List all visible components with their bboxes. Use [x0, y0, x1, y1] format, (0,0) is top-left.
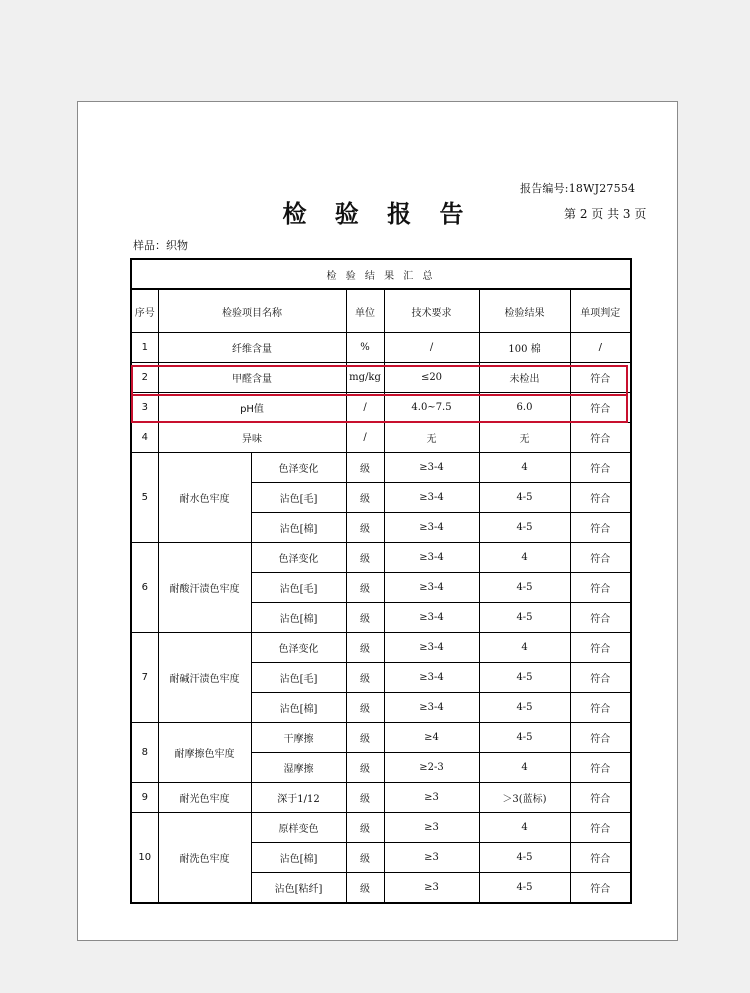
table-caption-row	[131, 259, 631, 289]
cell-result: 4	[479, 453, 570, 483]
cell-item: 甲醛含量	[158, 363, 346, 393]
cell-seq: 2	[131, 363, 158, 393]
sample-label: 样品：织物	[133, 239, 188, 252]
cell-judgement: 符合	[570, 633, 631, 663]
cell-seq: 10	[131, 813, 158, 904]
cell-judgement: 符合	[570, 603, 631, 633]
cell-requirement: /	[384, 333, 479, 363]
table-caption: 检 验 结 果 汇 总	[131, 259, 631, 289]
table-row	[131, 723, 631, 753]
table-row	[131, 783, 631, 813]
cell-unit: /	[346, 393, 384, 423]
cell-judgement: 符合	[570, 483, 631, 513]
cell-seq: 6	[131, 543, 158, 633]
header-item: 检验项目名称	[158, 289, 346, 333]
cell-result: 4-5	[479, 843, 570, 873]
cell-judgement: 符合	[570, 453, 631, 483]
cell-requirement: 无	[384, 423, 479, 453]
cell-result: 未检出	[479, 363, 570, 393]
cell-item: 耐光色牢度	[158, 783, 251, 813]
cell-subitem: 色泽变化	[251, 543, 346, 573]
cell-requirement: ≥4	[384, 723, 479, 753]
cell-requirement: ≤20	[384, 363, 479, 393]
cell-unit: 级	[346, 663, 384, 693]
cell-result: 4-5	[479, 693, 570, 723]
cell-unit: %	[346, 333, 384, 363]
cell-requirement: 4.0~7.5	[384, 393, 479, 423]
table-header-row	[131, 289, 631, 333]
cell-requirement: ≥3	[384, 783, 479, 813]
cell-result: 4-5	[479, 573, 570, 603]
cell-unit: 级	[346, 573, 384, 603]
cell-item: 耐洗色牢度	[158, 813, 251, 904]
table-row	[131, 813, 631, 843]
cell-judgement: 符合	[570, 813, 631, 843]
cell-seq: 4	[131, 423, 158, 453]
cell-result: 4-5	[479, 873, 570, 904]
cell-subitem: 沾色[粘纤]	[251, 873, 346, 904]
cell-unit: 级	[346, 723, 384, 753]
cell-result: 4-5	[479, 663, 570, 693]
cell-subitem: 湿摩擦	[251, 753, 346, 783]
cell-judgement: 符合	[570, 513, 631, 543]
cell-unit: mg/kg	[346, 363, 384, 393]
cell-unit: 级	[346, 543, 384, 573]
cell-seq: 9	[131, 783, 158, 813]
header-judgement: 单项判定	[570, 289, 631, 333]
cell-result: 6.0	[479, 393, 570, 423]
cell-requirement: ≥3-4	[384, 633, 479, 663]
report-number: 报告编号:18WJ27554	[520, 182, 636, 195]
table-row	[131, 363, 631, 393]
cell-unit: 级	[346, 483, 384, 513]
cell-judgement: 符合	[570, 753, 631, 783]
cell-requirement: ≥3	[384, 873, 479, 904]
cell-judgement: 符合	[570, 693, 631, 723]
table-row	[131, 633, 631, 663]
cell-subitem: 原样变色	[251, 813, 346, 843]
cell-seq: 1	[131, 333, 158, 363]
cell-result: 无	[479, 423, 570, 453]
table-row	[131, 543, 631, 573]
cell-unit: 级	[346, 813, 384, 843]
cell-unit: 级	[346, 843, 384, 873]
header-requirement: 技术要求	[384, 289, 479, 333]
header-unit: 单位	[346, 289, 384, 333]
cell-judgement: 符合	[570, 543, 631, 573]
cell-result: 4-5	[479, 603, 570, 633]
cell-judgement: 符合	[570, 873, 631, 904]
page-count: 第 2 页 共 3 页	[564, 207, 647, 221]
cell-item: 耐碱汗渍色牢度	[158, 633, 251, 723]
cell-subitem: 深于1/12	[251, 783, 346, 813]
cell-subitem: 沾色[棉]	[251, 843, 346, 873]
cell-unit: /	[346, 423, 384, 453]
cell-result: 4	[479, 543, 570, 573]
table-row	[131, 333, 631, 363]
cell-seq: 5	[131, 453, 158, 543]
cell-item: 耐酸汗渍色牢度	[158, 543, 251, 633]
cell-result: 4-5	[479, 483, 570, 513]
cell-subitem: 沾色[棉]	[251, 513, 346, 543]
report-page	[77, 101, 678, 941]
cell-subitem: 沾色[棉]	[251, 603, 346, 633]
cell-unit: 级	[346, 453, 384, 483]
cell-unit: 级	[346, 513, 384, 543]
results-table	[130, 258, 632, 904]
cell-requirement: ≥3-4	[384, 603, 479, 633]
cell-judgement: 符合	[570, 663, 631, 693]
cell-unit: 级	[346, 633, 384, 663]
cell-seq: 3	[131, 393, 158, 423]
cell-subitem: 色泽变化	[251, 633, 346, 663]
cell-judgement: 符合	[570, 363, 631, 393]
cell-requirement: ≥3-4	[384, 693, 479, 723]
cell-result: 4	[479, 813, 570, 843]
cell-subitem: 沾色[毛]	[251, 483, 346, 513]
cell-judgement: 符合	[570, 423, 631, 453]
cell-requirement: ≥3	[384, 843, 479, 873]
cell-judgement: 符合	[570, 723, 631, 753]
cell-requirement: ≥3-4	[384, 453, 479, 483]
cell-requirement: ≥2-3	[384, 753, 479, 783]
cell-subitem: 沾色[棉]	[251, 693, 346, 723]
cell-subitem: 色泽变化	[251, 453, 346, 483]
cell-requirement: ≥3-4	[384, 663, 479, 693]
table-row	[131, 393, 631, 423]
cell-judgement: 符合	[570, 393, 631, 423]
cell-subitem: 沾色[毛]	[251, 663, 346, 693]
table-row	[131, 423, 631, 453]
cell-unit: 级	[346, 693, 384, 723]
cell-requirement: ≥3-4	[384, 513, 479, 543]
cell-unit: 级	[346, 873, 384, 904]
cell-unit: 级	[346, 783, 384, 813]
header-result: 检验结果	[479, 289, 570, 333]
cell-item: 耐水色牢度	[158, 453, 251, 543]
cell-result: 4-5	[479, 723, 570, 753]
cell-result: 4	[479, 753, 570, 783]
table-row	[131, 453, 631, 483]
cell-result: ＞3(蓝标)	[479, 783, 570, 813]
cell-judgement: 符合	[570, 783, 631, 813]
cell-result: 4-5	[479, 513, 570, 543]
cell-item: 耐摩擦色牢度	[158, 723, 251, 783]
cell-unit: 级	[346, 603, 384, 633]
cell-seq: 8	[131, 723, 158, 783]
cell-judgement: /	[570, 333, 631, 363]
cell-item: 纤维含量	[158, 333, 346, 363]
cell-subitem: 干摩擦	[251, 723, 346, 753]
cell-unit: 级	[346, 753, 384, 783]
cell-judgement: 符合	[570, 573, 631, 603]
report-title: 检 验 报 告	[282, 199, 474, 228]
cell-result: 100 棉	[479, 333, 570, 363]
cell-seq: 7	[131, 633, 158, 723]
cell-requirement: ≥3	[384, 813, 479, 843]
cell-item: pH值	[158, 393, 346, 423]
cell-requirement: ≥3-4	[384, 543, 479, 573]
cell-requirement: ≥3-4	[384, 573, 479, 603]
header-seq: 序号	[131, 289, 158, 333]
cell-result: 4	[479, 633, 570, 663]
cell-item: 异味	[158, 423, 346, 453]
cell-subitem: 沾色[毛]	[251, 573, 346, 603]
cell-judgement: 符合	[570, 843, 631, 873]
cell-requirement: ≥3-4	[384, 483, 479, 513]
